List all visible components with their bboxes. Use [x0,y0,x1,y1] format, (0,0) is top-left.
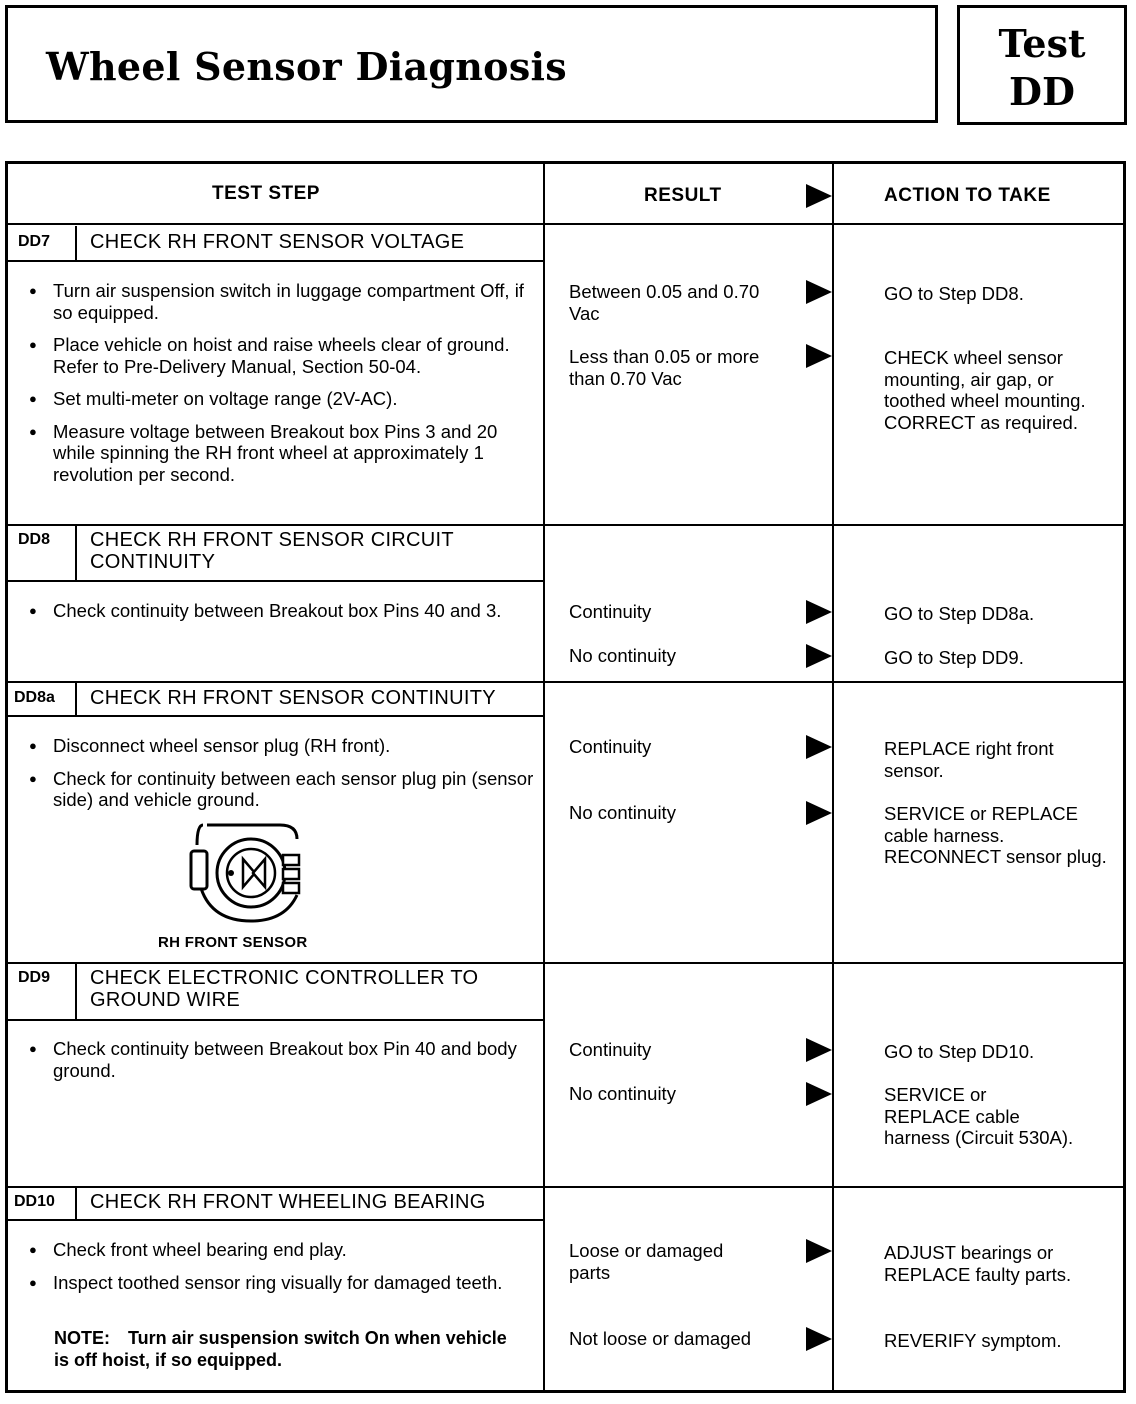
header-result: RESULT [644,185,722,206]
latch-tab [283,869,299,879]
test-badge-line1: Test [998,21,1086,66]
arrow-icon [806,344,832,368]
step-id-divider [75,526,77,581]
bullet-item: ● Check front wheel bearing end play. [27,1239,537,1261]
section-divider [5,524,1126,526]
step-id-divider [75,964,77,1020]
arrow-icon [806,735,832,759]
bullet-item: ● Check continuity between Breakout box Pins 40 and 3. [27,600,537,622]
note-label: NOTE: [54,1328,110,1348]
action-text: SERVICE or REPLACE cable harness. RECONNECT sensor plug. [884,803,1107,867]
arrow-icon [806,644,832,668]
step-title-divider [5,715,545,717]
action-text: GO to Step DD9. [884,647,1024,668]
action-text: ADJUST bearings or REPLACE faulty parts. [884,1242,1072,1285]
step-bullets [27,1239,537,1304]
arrow-icon [806,1327,832,1351]
bullet-item: ● Disconnect wheel sensor plug (RH front). [27,735,537,757]
note-text: Turn air suspension switch On when vehicle is off hoist, if so equipped. [54,1328,507,1370]
result-text: Not loose or damaged [569,1328,752,1349]
step-title: CHECK RH FRONT SENSOR VOLTAGE [90,231,465,253]
col-divider-2 [832,161,834,1393]
sensor-pin-dot [228,870,234,876]
step-id-divider [75,683,77,716]
result-text: No continuity [569,645,676,666]
sensor-plug-figure [185,815,315,927]
arrow-icon [806,280,832,304]
bullet-item: ● Inspect toothed sensor ring visually for damaged teeth. [27,1272,537,1294]
result-text: Continuity [569,601,652,622]
header-action: ACTION TO TAKE [884,185,1051,206]
result-text: No continuity [569,1083,676,1104]
step-id-divider [75,226,77,261]
section-divider [5,962,1126,964]
result-text: Loose or damaged parts [569,1240,724,1283]
latch-tab [283,855,299,865]
header-arrow-icon [806,184,832,208]
action-text: CHECK wheel sensor mounting, air gap, or toothed wheel mounting. CORRECT as required. [884,347,1086,433]
latch-tab [283,883,299,893]
action-text: REVERIFY symptom. [884,1330,1062,1351]
action-text: SERVICE or REPLACE cable harness (Circuit 530A). [884,1084,1074,1148]
figure-caption: RH FRONT SENSOR [158,934,308,951]
step-bullets [27,735,537,822]
step-bullets [27,1038,537,1092]
step-title-divider [5,580,545,582]
arrow-icon [806,801,832,825]
action-text: REPLACE right front sensor. [884,738,1054,781]
result-text: Less than 0.05 or more than 0.70 Vac [569,346,760,389]
arrow-icon [806,1082,832,1106]
section-divider [5,1186,1126,1188]
step-id: DD8 [18,531,51,548]
action-text: GO to Step DD8a. [884,603,1035,624]
action-text: GO to Step DD10. [884,1041,1035,1062]
step-id: DD10 [14,1193,55,1210]
bullet-item: ● Measure voltage between Breakout box Pins 3 and 20 while spinning the RH front wheel at approximately 1 revolution per second. [27,421,532,486]
test-badge [957,5,1127,125]
test-badge-line2: DD [1009,69,1075,114]
step-title-divider [5,1219,545,1221]
step-id: DD8a [14,689,55,706]
result-text: Continuity [569,1039,652,1060]
step-id: DD9 [18,969,51,986]
title-box [5,5,938,123]
step-id: DD7 [18,233,51,250]
header-test-step: TEST STEP [212,183,320,204]
page-title: Wheel Sensor Diagnosis [46,44,567,89]
step-title: CHECK RH FRONT WHEELING BEARING [90,1191,486,1213]
section-divider [5,681,1126,683]
step-title: CHECK RH FRONT SENSOR CONTINUITY [90,687,496,709]
cable-clip [191,851,207,889]
step-bullets [27,600,537,633]
result-text: No continuity [569,802,676,823]
result-text: Continuity [569,736,652,757]
step-title: CHECK ELECTRONIC CONTROLLER TO GROUND WIRE [90,967,479,1011]
step-bullets [27,280,532,496]
step-id-divider [75,1188,77,1220]
sensor-wire [207,825,297,839]
action-text: GO to Step DD8. [884,283,1024,304]
header-divider [5,223,1126,225]
arrow-icon [806,600,832,624]
bullet-item: ● Check for continuity between each sensor plug pin (sensor side) and vehicle ground. [27,768,537,811]
bullet-item: ● Turn air suspension switch in luggage compartment Off, if so equipped. [27,280,532,323]
col-divider-1 [543,161,545,1393]
sensor-wire [197,825,203,845]
bullet-item: ● Place vehicle on hoist and raise wheels clear of ground. Refer to Pre-Delivery Manual, Section 50-04. [27,334,532,377]
bullet-item: ● Check continuity between Breakout box Pin 40 and body ground. [27,1038,537,1081]
step-title-divider [5,260,545,262]
result-text: Between 0.05 and 0.70 Vac [569,281,760,324]
arrow-icon [806,1239,832,1263]
bullet-item: ● Set multi-meter on voltage range (2V-AC). [27,388,532,410]
step-title-divider [5,1019,545,1021]
arrow-icon [806,1038,832,1062]
step-title: CHECK RH FRONT SENSOR CIRCUIT CONTINUITY [90,529,454,573]
